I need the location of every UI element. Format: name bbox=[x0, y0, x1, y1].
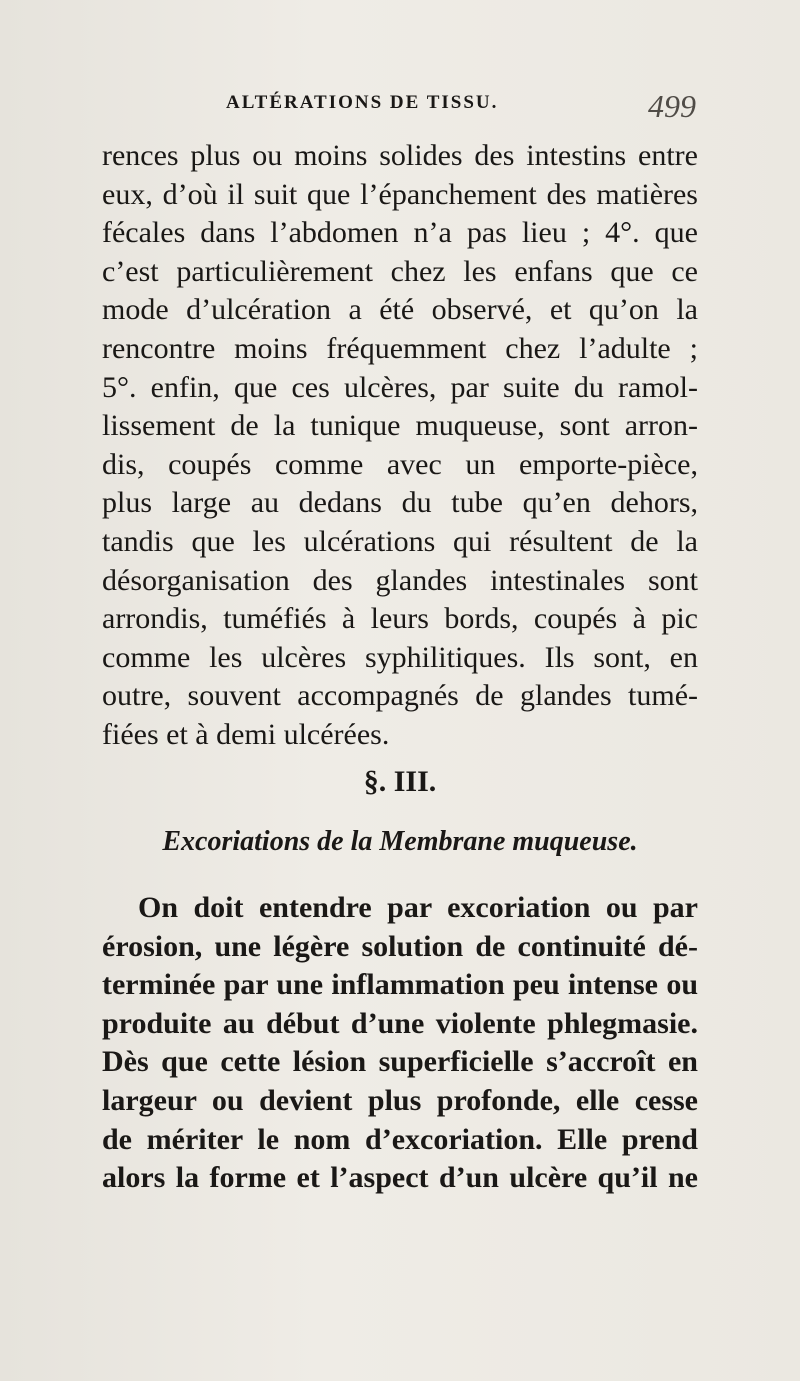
text-line: On doit entendre par excoriation ou par bbox=[138, 891, 698, 924]
text-line: alors la forme et l’aspect d’un ulcère qu’il ne bbox=[102, 1161, 698, 1195]
text-line: largeur ou devient plus profonde, elle cesse bbox=[102, 1083, 698, 1117]
text-line: érosion, une légère solution de continuité dé- bbox=[102, 929, 698, 963]
text-line: dis, coupés comme avec un emporte-pièce, bbox=[102, 447, 698, 481]
text-line: fiées et à demi ulcérées. bbox=[102, 717, 390, 751]
text-line: 5°. enfin, que ces ulcères, par suite du ramol- bbox=[102, 370, 698, 404]
text-line: Dès que cette lésion superficielle s’accroît en bbox=[102, 1045, 698, 1079]
section-number: §. III. bbox=[363, 765, 437, 798]
running-head bbox=[0, 88, 800, 132]
running-title: ALTÉRATIONS DE TISSU. bbox=[226, 92, 499, 113]
text-line: rencontre moins fréquemment chez l’adulte ; bbox=[102, 331, 698, 365]
paragraph-continued bbox=[102, 137, 698, 755]
text-line: terminée par une inflammation peu intense ou bbox=[102, 968, 698, 1002]
text-line: lissement de la tunique muqueuse, sont arron- bbox=[102, 409, 698, 443]
text-line: mode d’ulcération a été observé, et qu’on la bbox=[102, 293, 698, 327]
page-number: 499 bbox=[648, 88, 696, 124]
text-line: de mériter le nom d’excoriation. Elle prend bbox=[102, 1122, 698, 1156]
text-line: arrondis, tuméfiés à leurs bords, coupés à pic bbox=[102, 602, 698, 636]
text-line: tandis que les ulcérations qui résultent de la bbox=[102, 524, 698, 558]
text-line: outre, souvent accompagnés de glandes tumé- bbox=[102, 679, 698, 713]
text-line: rences plus ou moins solides des intestins entre bbox=[102, 139, 698, 172]
text-line: plus large au dedans du tube qu’en dehors, bbox=[102, 486, 698, 520]
text-line: c’est particulièrement chez les enfans que ce bbox=[102, 254, 698, 288]
paragraph-excoriations bbox=[102, 889, 698, 1198]
text-line: eux, d’où il suit que l’épanchement des matières bbox=[102, 177, 698, 211]
section-title: Excoriations de la Membrane muqueuse. bbox=[162, 826, 638, 857]
text-line: désorganisation des glandes intestinales sont bbox=[102, 563, 698, 597]
text-line: produite au début d’une violente phlegmasie. bbox=[102, 1006, 698, 1040]
text-line: fécales dans l’abdomen n’a pas lieu ; 4°. que bbox=[102, 216, 698, 250]
text-line: comme les ulcères syphilitiques. Ils sont, en bbox=[102, 640, 698, 674]
